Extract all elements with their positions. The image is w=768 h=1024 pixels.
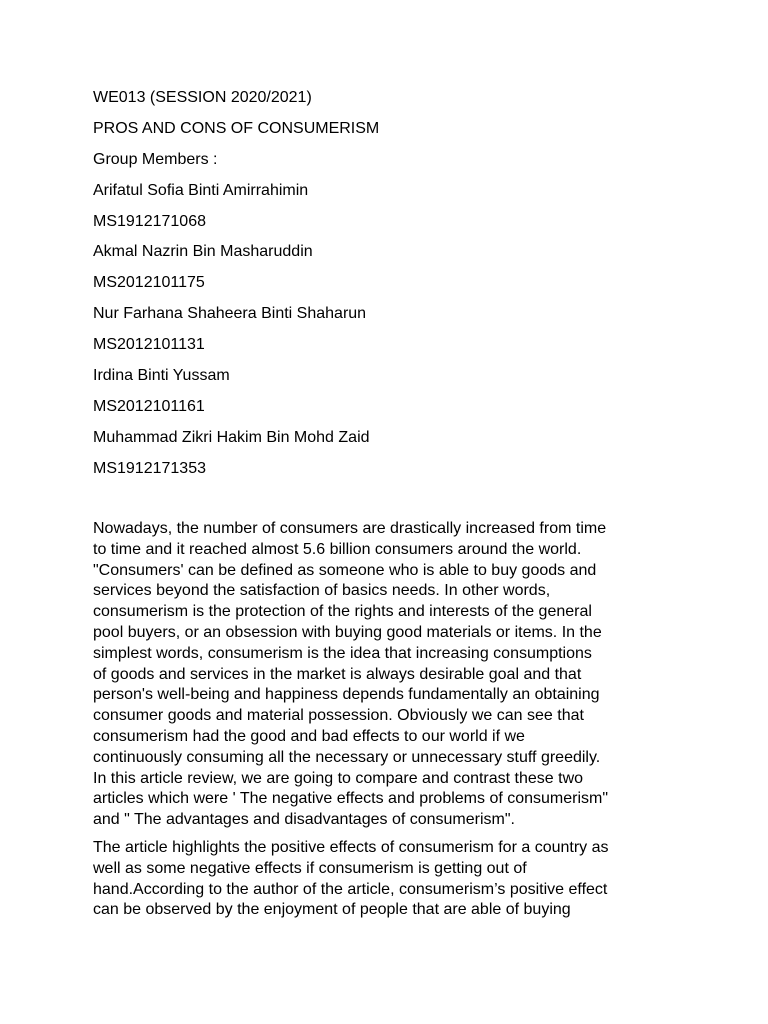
article-summary-paragraph — [93, 838, 713, 921]
document-title: PROS AND CONS OF CONSUMERISM — [93, 119, 380, 137]
document-body — [93, 519, 713, 921]
intro-paragraph — [93, 519, 713, 831]
member-name: Arifatul Sofia Binti Amirrahimin — [93, 181, 309, 199]
text-line: consumerism had the good and bad effects to our world if we — [93, 727, 525, 745]
member-id: MS2012101161 — [93, 397, 205, 415]
member-id: MS2012101131 — [93, 336, 205, 354]
text-line: can be observed by the enjoyment of people that are able of buying — [93, 901, 571, 919]
member-name: Irdina Binti Yussam — [93, 367, 230, 385]
text-line: person's well-being and happiness depends fundamentally an obtaining — [93, 686, 600, 704]
text-line: services beyond the satisfaction of basics needs. In other words, — [93, 582, 551, 600]
course-session-line: WE013 (SESSION 2020/2021) — [93, 89, 312, 106]
member-id: MS2012101175 — [93, 274, 205, 292]
document-header — [93, 88, 713, 490]
text-line: pool buyers, or an obsession with buying good materials or items. In the — [93, 623, 602, 641]
text-line: to time and it reached almost 5.6 billion consumers around the world. — [93, 540, 582, 558]
text-line: "Consumers' can be defined as someone who is able to buy goods and — [93, 561, 597, 579]
member-id: MS1912171068 — [93, 212, 206, 230]
text-line: well as some negative effects if consumerism is getting out of — [93, 859, 527, 877]
text-line: of goods and services in the market is always desirable goal and that — [93, 665, 582, 683]
text-line: simplest words, consumerism is the idea that increasing consumptions — [93, 644, 592, 662]
text-line: continuously consuming all the necessary or unnecessary stuff greedily. — [93, 748, 601, 766]
member-name: Nur Farhana Shaheera Binti Shaharun — [93, 305, 367, 323]
text-line: articles which were ' The negative effects and problems of consumerism" — [93, 790, 609, 808]
text-line: Nowadays, the number of consumers are drastically increased from time — [93, 520, 607, 537]
group-members-label: Group Members : — [93, 150, 218, 168]
text-line: consumer goods and material possession. Obviously we can see that — [93, 707, 584, 725]
member-name: Muhammad Zikri Hakim Bin Mohd Zaid — [93, 428, 370, 446]
member-id: MS1912171353 — [93, 459, 206, 477]
member-name: Akmal Nazrin Bin Masharuddin — [93, 243, 313, 261]
text-line: The article highlights the positive effects of consumerism for a country as — [93, 838, 609, 856]
text-line: consumerism is the protection of the rights and interests of the general — [93, 603, 592, 621]
text-line: hand.According to the author of the article, consumerism’s positive effect — [93, 880, 608, 898]
text-line: In this article review, we are going to compare and contrast these two — [93, 769, 584, 787]
text-line: and " The advantages and disadvantages of consumerism". — [93, 811, 515, 829]
